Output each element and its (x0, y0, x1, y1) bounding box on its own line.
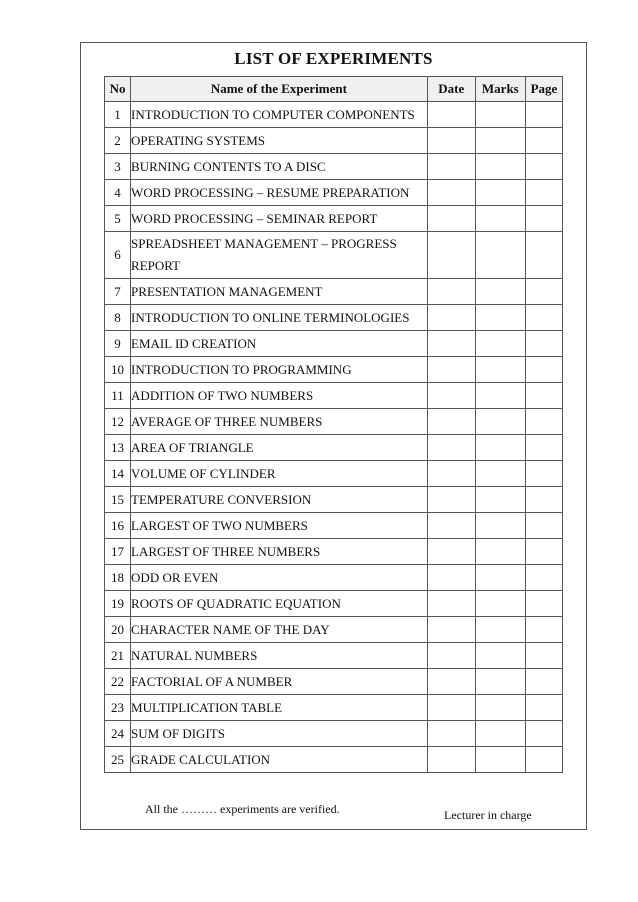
page-cell (525, 721, 562, 747)
row-number: 15 (105, 487, 131, 513)
table-row (105, 461, 563, 487)
table-row (105, 232, 563, 279)
table-row (105, 357, 563, 383)
date-cell (427, 565, 475, 591)
experiment-name: GRADE CALCULATION (131, 747, 428, 773)
marks-cell (475, 513, 525, 539)
marks-cell (475, 591, 525, 617)
experiment-name: TEMPERATURE CONVERSION (131, 487, 428, 513)
table-row (105, 591, 563, 617)
table-row (105, 435, 563, 461)
date-cell (427, 539, 475, 565)
marks-cell (475, 232, 525, 279)
page-cell (525, 357, 562, 383)
row-number: 25 (105, 747, 131, 773)
row-number: 2 (105, 128, 131, 154)
page-cell (525, 487, 562, 513)
experiment-name: MULTIPLICATION TABLE (131, 695, 428, 721)
row-number: 20 (105, 617, 131, 643)
experiment-name: BURNING CONTENTS TO A DISC (131, 154, 428, 180)
marks-cell (475, 180, 525, 206)
page-cell (525, 435, 562, 461)
date-cell (427, 128, 475, 154)
experiment-name: INTRODUCTION TO ONLINE TERMINOLOGIES (131, 305, 428, 331)
experiment-name: INTRODUCTION TO PROGRAMMING (131, 357, 428, 383)
row-number: 23 (105, 695, 131, 721)
table-body (105, 102, 563, 773)
table-row (105, 565, 563, 591)
page-cell (525, 695, 562, 721)
page-cell (525, 669, 562, 695)
experiment-name: WORD PROCESSING – SEMINAR REPORT (131, 206, 428, 232)
experiment-name: ROOTS OF QUADRATIC EQUATION (131, 591, 428, 617)
experiment-name: ADDITION OF TWO NUMBERS (131, 383, 428, 409)
page-cell (525, 305, 562, 331)
experiment-name: ODD OR EVEN (131, 565, 428, 591)
date-cell (427, 357, 475, 383)
date-cell (427, 383, 475, 409)
page-cell (525, 206, 562, 232)
table-row (105, 539, 563, 565)
page-cell (525, 565, 562, 591)
date-cell (427, 206, 475, 232)
row-number: 10 (105, 357, 131, 383)
table-row (105, 128, 563, 154)
row-number: 1 (105, 102, 131, 128)
date-cell (427, 487, 475, 513)
table-row (105, 617, 563, 643)
row-number: 21 (105, 643, 131, 669)
experiment-name: PRESENTATION MANAGEMENT (131, 279, 428, 305)
date-cell (427, 747, 475, 773)
marks-cell (475, 305, 525, 331)
experiment-name: AVERAGE OF THREE NUMBERS (131, 409, 428, 435)
page-cell (525, 232, 562, 279)
marks-cell (475, 617, 525, 643)
row-number: 22 (105, 669, 131, 695)
table-row (105, 513, 563, 539)
experiment-name: CHARACTER NAME OF THE DAY (131, 617, 428, 643)
marks-cell (475, 539, 525, 565)
row-number: 13 (105, 435, 131, 461)
marks-cell (475, 461, 525, 487)
experiment-name: LARGEST OF THREE NUMBERS (131, 539, 428, 565)
marks-cell (475, 695, 525, 721)
date-cell (427, 721, 475, 747)
page-cell (525, 383, 562, 409)
row-number: 17 (105, 539, 131, 565)
header-marks: Marks (475, 77, 525, 102)
experiment-name: INTRODUCTION TO COMPUTER COMPONENTS (131, 102, 428, 128)
header-no: No (105, 77, 131, 102)
marks-cell (475, 383, 525, 409)
marks-cell (475, 128, 525, 154)
page-title: LIST OF EXPERIMENTS (234, 49, 433, 68)
row-number: 6 (105, 232, 131, 279)
marks-cell (475, 435, 525, 461)
page-cell (525, 128, 562, 154)
date-cell (427, 232, 475, 279)
page-cell (525, 747, 562, 773)
header-name: Name of the Experiment (131, 77, 428, 102)
page-cell (525, 154, 562, 180)
date-cell (427, 435, 475, 461)
experiment-name: AREA OF TRIANGLE (131, 435, 428, 461)
page-cell (525, 539, 562, 565)
date-cell (427, 180, 475, 206)
marks-cell (475, 721, 525, 747)
page-cell (525, 591, 562, 617)
marks-cell (475, 279, 525, 305)
table-row (105, 102, 563, 128)
table-row (105, 279, 563, 305)
row-number: 12 (105, 409, 131, 435)
experiment-name: FACTORIAL OF A NUMBER (131, 669, 428, 695)
page-cell (525, 331, 562, 357)
row-number: 19 (105, 591, 131, 617)
date-cell (427, 154, 475, 180)
experiment-name: WORD PROCESSING – RESUME PREPARATION (131, 180, 428, 206)
row-number: 24 (105, 721, 131, 747)
table-row (105, 669, 563, 695)
page-cell (525, 461, 562, 487)
marks-cell (475, 206, 525, 232)
table-header-row (105, 77, 563, 102)
date-cell (427, 617, 475, 643)
table-row (105, 487, 563, 513)
lecturer-signature-label: Lecturer in charge (444, 808, 532, 822)
table-row (105, 721, 563, 747)
table-row (105, 154, 563, 180)
experiment-name: SUM OF DIGITS (131, 721, 428, 747)
page-cell (525, 513, 562, 539)
date-cell (427, 102, 475, 128)
row-number: 11 (105, 383, 131, 409)
marks-cell (475, 565, 525, 591)
row-number: 3 (105, 154, 131, 180)
date-cell (427, 331, 475, 357)
date-cell (427, 695, 475, 721)
header-date: Date (427, 77, 475, 102)
table-row (105, 206, 563, 232)
date-cell (427, 409, 475, 435)
marks-cell (475, 331, 525, 357)
row-number: 16 (105, 513, 131, 539)
page-cell (525, 102, 562, 128)
marks-cell (475, 102, 525, 128)
marks-cell (475, 409, 525, 435)
date-cell (427, 461, 475, 487)
date-cell (427, 643, 475, 669)
verification-text: All the ……… experiments are verified. (145, 802, 340, 816)
table-row (105, 383, 563, 409)
page-cell (525, 180, 562, 206)
row-number: 18 (105, 565, 131, 591)
row-number: 9 (105, 331, 131, 357)
row-number: 8 (105, 305, 131, 331)
experiments-table (104, 76, 563, 773)
experiment-name: VOLUME OF CYLINDER (131, 461, 428, 487)
page-cell (525, 617, 562, 643)
row-number: 5 (105, 206, 131, 232)
marks-cell (475, 669, 525, 695)
date-cell (427, 669, 475, 695)
table-row (105, 643, 563, 669)
row-number: 7 (105, 279, 131, 305)
marks-cell (475, 154, 525, 180)
marks-cell (475, 747, 525, 773)
experiment-name: NATURAL NUMBERS (131, 643, 428, 669)
date-cell (427, 591, 475, 617)
experiment-name: EMAIL ID CREATION (131, 331, 428, 357)
page-cell (525, 643, 562, 669)
experiment-name: SPREADSHEET MANAGEMENT – PROGRESS REPORT (131, 232, 428, 279)
page-cell (525, 279, 562, 305)
date-cell (427, 305, 475, 331)
table-row (105, 180, 563, 206)
table-row (105, 409, 563, 435)
experiment-name: LARGEST OF TWO NUMBERS (131, 513, 428, 539)
header-page: Page (525, 77, 562, 102)
marks-cell (475, 487, 525, 513)
table-row (105, 305, 563, 331)
date-cell (427, 513, 475, 539)
row-number: 14 (105, 461, 131, 487)
table-row (105, 747, 563, 773)
page-cell (525, 409, 562, 435)
experiment-name: OPERATING SYSTEMS (131, 128, 428, 154)
marks-cell (475, 357, 525, 383)
marks-cell (475, 643, 525, 669)
table-row (105, 331, 563, 357)
table-row (105, 695, 563, 721)
date-cell (427, 279, 475, 305)
row-number: 4 (105, 180, 131, 206)
